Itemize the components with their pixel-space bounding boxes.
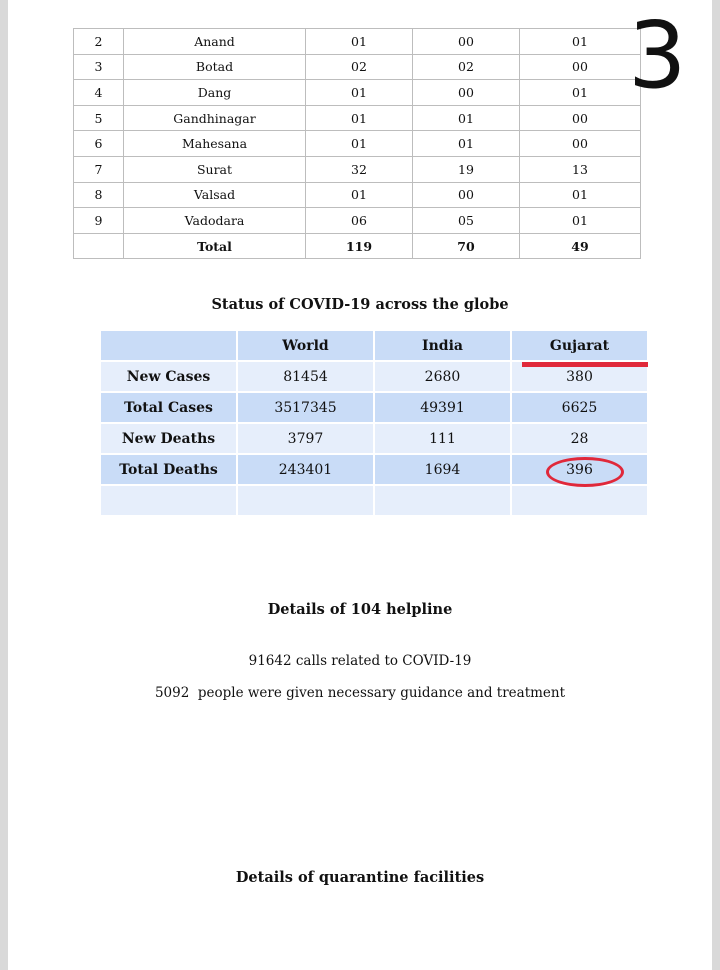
district-name: Vadodara: [124, 208, 306, 234]
district-number: 4: [74, 80, 124, 106]
district-value-2: 01: [413, 105, 520, 131]
district-value-2: 00: [413, 29, 520, 55]
district-value-1: 01: [306, 105, 413, 131]
district-row: [74, 80, 641, 106]
district-value-3: 00: [520, 131, 641, 157]
district-name: Anand: [124, 29, 306, 55]
district-number: 7: [74, 156, 124, 182]
district-number: 8: [74, 182, 124, 208]
globe-row-new-deaths: [101, 424, 647, 455]
district-value-3: 49: [520, 233, 641, 259]
district-total-row: [74, 233, 641, 259]
district-row: [74, 105, 641, 131]
district-number: 2: [74, 29, 124, 55]
india-value: 1694: [375, 455, 510, 486]
district-table: [73, 28, 641, 259]
district-value-1: 02: [306, 54, 413, 80]
empty-cell: [238, 486, 373, 517]
district-row: [74, 208, 641, 234]
header-world: World: [238, 331, 373, 362]
row-label: New Cases: [101, 362, 236, 393]
india-value: 2680: [375, 362, 510, 393]
district-name: Gandhinagar: [124, 105, 306, 131]
empty-cell: [101, 486, 236, 517]
district-value-1: 01: [306, 29, 413, 55]
district-name: Dang: [124, 80, 306, 106]
gujarat-value: 6625: [512, 393, 647, 424]
district-value-2: 00: [413, 80, 520, 106]
row-label: Total Deaths: [101, 455, 236, 486]
header-gujarat: Gujarat: [512, 331, 647, 362]
header-india: India: [375, 331, 510, 362]
district-value-2: 19: [413, 156, 520, 182]
world-value: 3517345: [238, 393, 373, 424]
district-number: 5: [74, 105, 124, 131]
globe-status-table: [99, 331, 649, 517]
india-value: 49391: [375, 393, 510, 424]
district-row: [74, 29, 641, 55]
district-name: Total: [124, 233, 306, 259]
district-value-1: 01: [306, 182, 413, 208]
district-value-2: 02: [413, 54, 520, 80]
district-value-3: 01: [520, 80, 641, 106]
district-value-2: 01: [413, 131, 520, 157]
district-value-1: 01: [306, 131, 413, 157]
helpline-calls-text: 91642 calls related to COVID-19: [248, 653, 472, 669]
district-name: Valsad: [124, 182, 306, 208]
empty-cell: [375, 486, 510, 517]
india-value: 111: [375, 424, 510, 455]
district-value-1: 119: [306, 233, 413, 259]
globe-row-empty: [101, 486, 647, 517]
world-value: 3797: [238, 424, 373, 455]
globe-header-row: [101, 331, 647, 362]
district-value-3: 00: [520, 54, 641, 80]
empty-cell: [512, 486, 647, 517]
world-value: 243401: [238, 455, 373, 486]
red-underline-annotation: [522, 362, 648, 367]
document-page: [8, 0, 712, 970]
district-value-1: 32: [306, 156, 413, 182]
row-label: Total Cases: [101, 393, 236, 424]
district-row: [74, 131, 641, 157]
helpline-guidance-text: 5092 people were given necessary guidance and treatment: [154, 685, 566, 701]
district-value-3: 01: [520, 208, 641, 234]
district-name: Surat: [124, 156, 306, 182]
globe-section-title: Status of COVID-19 across the globe: [211, 296, 509, 313]
district-value-3: 13: [520, 156, 641, 182]
district-row: [74, 156, 641, 182]
district-value-2: 05: [413, 208, 520, 234]
world-value: 81454: [238, 362, 373, 393]
district-value-3: 01: [520, 182, 641, 208]
district-row: [74, 182, 641, 208]
quarantine-title: Details of quarantine facilities: [235, 869, 485, 886]
district-name: Botad: [124, 54, 306, 80]
district-number: 9: [74, 208, 124, 234]
row-label: New Deaths: [101, 424, 236, 455]
district-value-3: 00: [520, 105, 641, 131]
district-number: 6: [74, 131, 124, 157]
district-value-2: 70: [413, 233, 520, 259]
gujarat-value: 396: [512, 455, 647, 486]
helpline-title: Details of 104 helpline: [267, 601, 453, 618]
district-number: [74, 233, 124, 259]
globe-row-total-cases: [101, 393, 647, 424]
district-value-3: 01: [520, 29, 641, 55]
red-circle-annotation: [546, 457, 624, 487]
gujarat-value: 28: [512, 424, 647, 455]
district-number: 3: [74, 54, 124, 80]
handwritten-page-number: 3: [628, 2, 687, 109]
district-value-1: 06: [306, 208, 413, 234]
district-value-2: 00: [413, 182, 520, 208]
gujarat-value: 380: [512, 362, 647, 393]
district-name: Mahesana: [124, 131, 306, 157]
district-row: [74, 54, 641, 80]
district-value-1: 01: [306, 80, 413, 106]
header-empty: [101, 331, 236, 362]
